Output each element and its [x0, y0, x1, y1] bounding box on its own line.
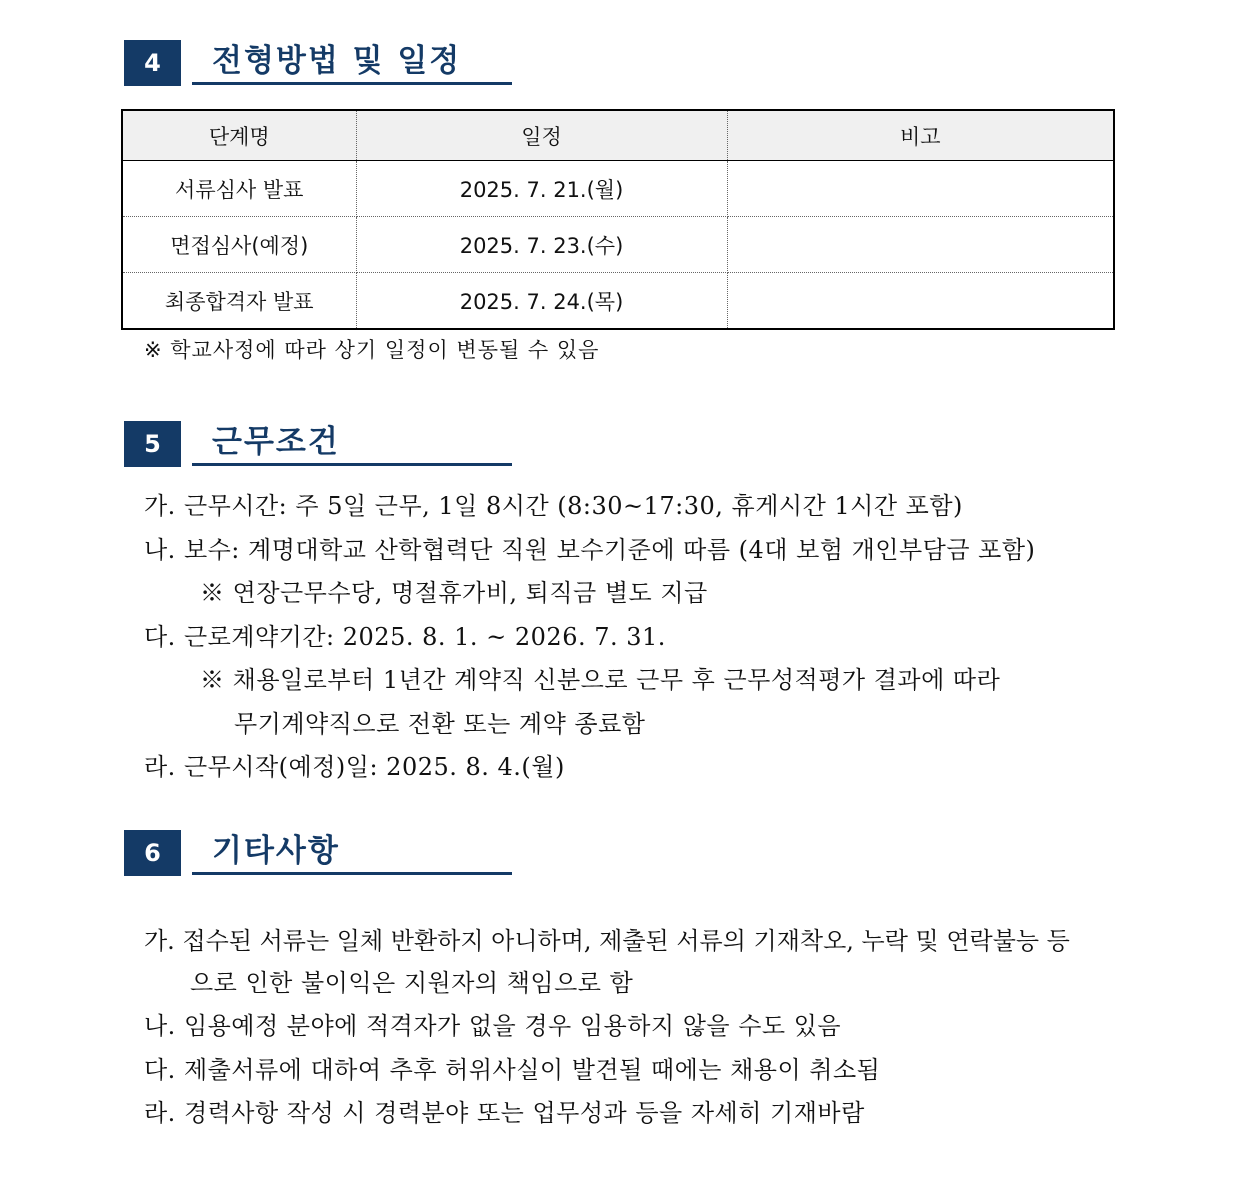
other-item-a-line-1: 가. 접수된 서류는 일체 반환하지 아니하며, 제출된 서류의 기재착오, 누락 및 연락불능 등 — [144, 927, 1070, 955]
note-cell — [727, 273, 1114, 330]
contract-period-item: 다. 근로계약기간: 2025. 8. 1. ~ 2026. 7. 31. — [144, 623, 666, 651]
stage-cell: 서류심사 발표 — [122, 161, 356, 217]
column-header: 비고 — [727, 110, 1114, 161]
section-title: 기타사항 — [192, 830, 512, 875]
note-cell — [727, 217, 1114, 273]
schedule-table — [121, 109, 1115, 330]
work-hours-item: 가. 근무시간: 주 5일 근무, 1일 8시간 (8:30~17:30, 휴게시간 1시간 포함) — [144, 492, 963, 520]
section-title: 근무조건 — [192, 421, 512, 466]
section-number: 5 — [124, 421, 181, 467]
other-item-d: 라. 경력사항 작성 시 경력분야 또는 업무성과 등을 자세히 기재바람 — [144, 1099, 865, 1127]
schedule-footnote: ※ 학교사정에 따라 상기 일정이 변동될 수 있음 — [144, 338, 600, 362]
table-row — [122, 217, 1114, 273]
other-item-c: 다. 제출서류에 대하여 추후 허위사실이 발견될 때에는 채용이 취소됨 — [144, 1056, 881, 1084]
contract-note-line-1: ※ 채용일로부터 1년간 계약직 신분으로 근무 후 근무성적평가 결과에 따라 — [200, 666, 1001, 694]
date-cell: 2025. 7. 23.(수) — [356, 217, 727, 273]
table-header-row — [122, 110, 1114, 161]
column-header: 단계명 — [122, 110, 356, 161]
table-row — [122, 161, 1114, 217]
other-item-b: 나. 임용예정 분야에 적격자가 없을 경우 임용하지 않을 수도 있음 — [144, 1012, 842, 1040]
section-number: 4 — [124, 40, 181, 86]
table-row — [122, 273, 1114, 330]
column-header: 일정 — [356, 110, 727, 161]
other-item-a-line-2: 으로 인한 불이익은 지원자의 책임으로 함 — [190, 969, 634, 997]
salary-note: ※ 연장근무수당, 명절휴가비, 퇴직금 별도 지급 — [200, 579, 708, 607]
date-cell: 2025. 7. 24.(목) — [356, 273, 727, 330]
stage-cell: 면접심사(예정) — [122, 217, 356, 273]
date-cell: 2025. 7. 21.(월) — [356, 161, 727, 217]
salary-item: 나. 보수: 계명대학교 산학협력단 직원 보수기준에 따름 (4대 보험 개인부담금 포함) — [144, 536, 1036, 564]
contract-note-line-2: 무기계약직으로 전환 또는 계약 종료함 — [234, 710, 646, 738]
stage-cell: 최종합격자 발표 — [122, 273, 356, 330]
note-cell — [727, 161, 1114, 217]
start-date-item: 라. 근무시작(예정)일: 2025. 8. 4.(월) — [144, 753, 565, 781]
section-title: 전형방법 및 일정 — [192, 40, 512, 85]
section-number: 6 — [124, 830, 181, 876]
